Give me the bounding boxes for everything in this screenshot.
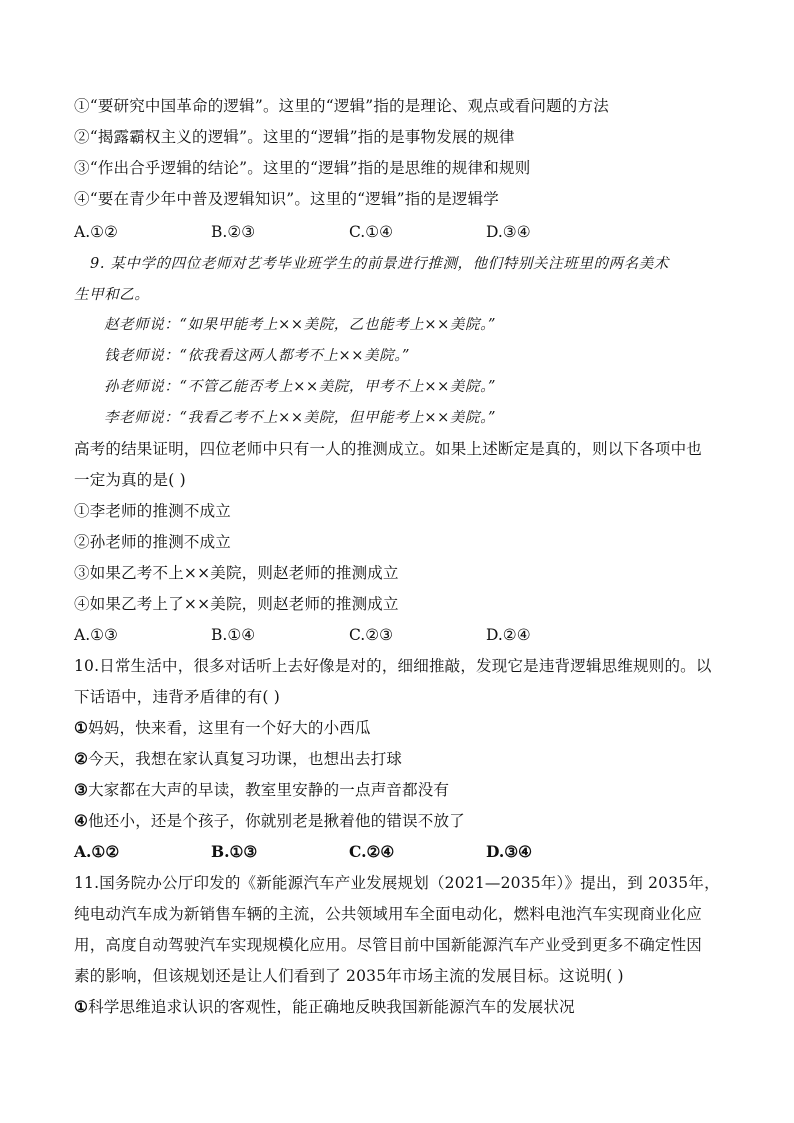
q10-statement-1-mark: ① xyxy=(74,718,89,737)
q10-statement-1 xyxy=(74,718,371,738)
q10-stem-line-1: 10.日常生活中，很多对话听上去好像是对的，细细推敲，发现它是违背逻辑思维规则的。以 xyxy=(74,657,712,675)
q10-statement-1-text: 妈妈，快来看，这里有一个好大的小西瓜 xyxy=(88,719,371,737)
q10-statement-3-mark: ③ xyxy=(74,780,89,799)
q10-statement-3 xyxy=(74,780,449,800)
q8-statement-1: ①“要研究中国革命的逻辑”。这里的“逻辑”指的是理论、观点或看问题的方法 xyxy=(74,97,609,115)
q10-stem-line-2: 下话语中，违背矛盾律的有( ) xyxy=(74,688,281,706)
q9-quote-li: 李老师说：“我看乙考不上××美院，但甲能考上××美院。” xyxy=(104,410,496,426)
q10-statement-2 xyxy=(74,749,402,769)
q9-statement-3: ③如果乙考不上××美院，则赵老师的推测成立 xyxy=(74,564,399,582)
q10-statement-2-text: 今天，我想在家认真复习功课，也想出去打球 xyxy=(88,750,403,768)
q10-option-b: B.①③ xyxy=(211,842,258,861)
q9-option-a: A.①③ xyxy=(74,626,118,644)
q11-stem-line-2: 纯电动汽车成为新销售车辆的主流，公共领域用车全面电动化，燃料电池汽车实现商业化应 xyxy=(74,905,703,923)
q9-quote-zhao: 赵老师说：“如果甲能考上××美院，乙也能考上××美院。” xyxy=(104,317,496,333)
q8-statement-3: ③“作出合乎逻辑的结论”。这里的“逻辑”指的是思维的规律和规则 xyxy=(74,159,531,177)
q11-statement-1 xyxy=(74,997,575,1017)
q8-statement-2: ②“揭露霸权主义的逻辑”。这里的“逻辑”指的是事物发展的规律 xyxy=(74,128,515,146)
q9-stem-line-2: 生甲和乙。 xyxy=(74,287,150,303)
q9-option-b: B.①④ xyxy=(211,626,256,644)
q9-statement-2: ②孙老师的推测不成立 xyxy=(74,533,232,551)
q9-option-d: D.②④ xyxy=(486,626,531,644)
q9-stem-line-1: 9. 某中学的四位老师对艺考毕业班学生的前景进行推测，他们特别关注班里的两名美术 xyxy=(90,256,669,272)
q8-option-d: D.③④ xyxy=(486,223,531,241)
q10-statement-4 xyxy=(74,811,465,831)
q8-option-a: A.①② xyxy=(74,223,118,241)
q11-stem-line-3: 用，高度自动驾驶汽车实现规模化应用。尽管目前中国新能源汽车产业受到更多不确定性因 xyxy=(74,936,703,954)
q11-stem-line-1: 11.国务院办公厅印发的《新能源汽车产业发展规划（2021—2035年）》提出，到 2035年， xyxy=(74,874,720,892)
q8-option-c: C.①④ xyxy=(349,223,394,241)
q11-statement-1-text: 科学思维追求认识的客观性，能正确地反映我国新能源汽车的发展状况 xyxy=(88,998,575,1016)
q11-stem-line-4: 素的影响，但该规划还是让人们看到了 2035年市场主流的发展目标。这说明( ) xyxy=(74,967,624,985)
q8-statement-4: ④“要在青少年中普及逻辑知识”。这里的“逻辑”指的是逻辑学 xyxy=(74,190,499,208)
q9-statement-4: ④如果乙考上了××美院，则赵老师的推测成立 xyxy=(74,595,399,613)
q10-statement-4-mark: ④ xyxy=(74,811,89,830)
q9-conclusion-line-1: 高考的结果证明，四位老师中只有一人的推测成立。如果上述断定是真的，则以下各项中也 xyxy=(74,440,703,458)
q10-option-c: C.②④ xyxy=(349,842,395,861)
q9-conclusion-line-2: 一定为真的是( ) xyxy=(74,471,186,489)
q10-statement-3-text: 大家都在大声的早读，教室里安静的一点声音都没有 xyxy=(88,781,450,799)
q8-option-b: B.②③ xyxy=(211,223,256,241)
q10-statement-2-mark: ② xyxy=(74,749,89,768)
q9-quote-qian: 钱老师说：“依我看这两人都考不上××美院。” xyxy=(104,348,411,364)
q10-statement-4-text: 他还小，还是个孩子，你就别老是揪着他的错误不放了 xyxy=(88,812,465,830)
q10-option-d: D.③④ xyxy=(486,842,533,861)
q9-statement-1: ①李老师的推测不成立 xyxy=(74,502,232,520)
q11-statement-1-mark: ① xyxy=(74,997,89,1016)
q10-option-a: A.①② xyxy=(74,842,120,861)
q9-option-c: C.②③ xyxy=(349,626,394,644)
q9-quote-sun: 孙老师说：“不管乙能否考上××美院，甲考不上××美院。” xyxy=(104,379,496,395)
